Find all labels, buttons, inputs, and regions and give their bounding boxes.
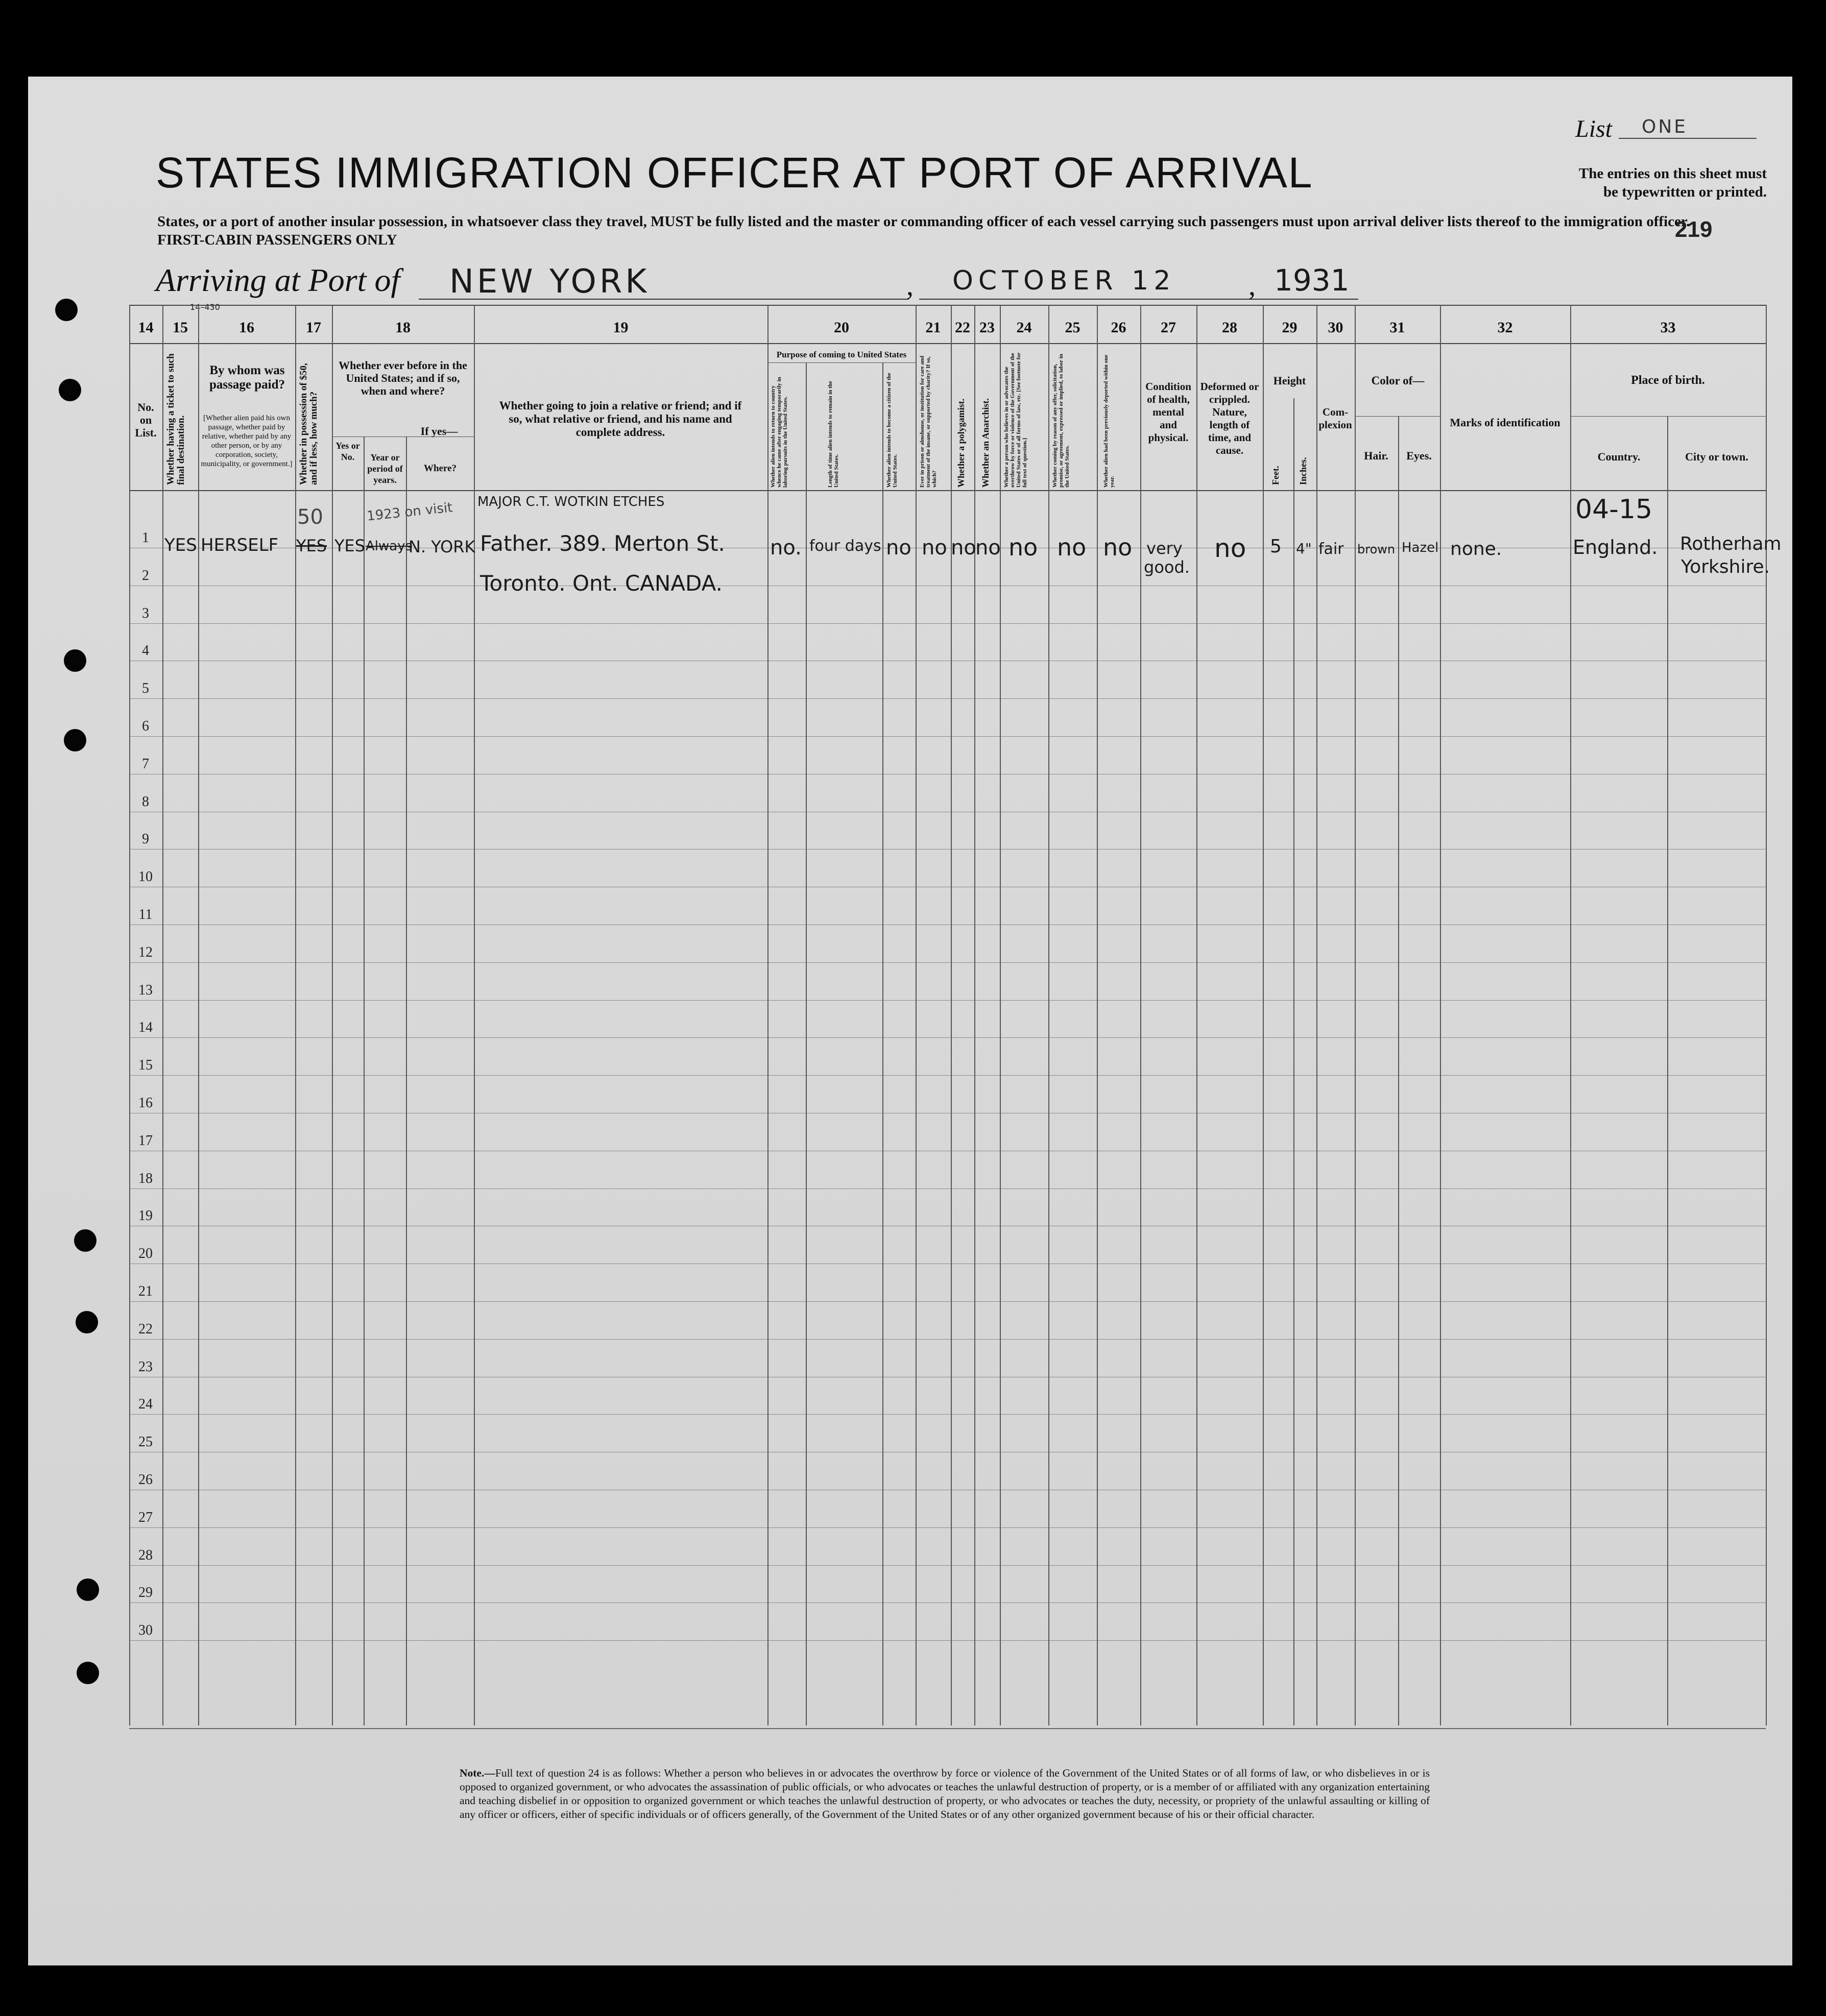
punch-hole (76, 1311, 98, 1333)
header-country: Country. (1597, 450, 1641, 463)
row-rule (129, 1527, 1766, 1528)
header-health: Condition of health, mental and physical. (1145, 380, 1191, 444)
punch-hole (59, 379, 81, 401)
entry-prison: no (922, 536, 947, 560)
header-passage-note: [Whether alien paid his own passage, whether paid by relative, whether paid by any other person, or by any corporation, society, municipality, or government.] (201, 414, 293, 468)
footnote-text: Full text of question 24 is as follows: Whether a person who believes in or advocates the overthrow by force or violence of the Government of the United States or of all forms of law, or who disbelieves in or is opposed to organized government, or who advocates the assassination of public officials, or who advocates or teaches the unlawful destruction of property, or is a member of or affiliated with any organization entertaining and teaching disbelief in or opposition to organized government or which teaches the unlawful destruction of property, or who advocates or teaches the duty, necessity, or propriety of the unlawful assaulting or killing of any officer or officers, either of specific individuals or of officers generally, of the Government of the United States or of any other organized government because of his or their official character. (460, 1767, 1430, 1820)
col-number: 19 (613, 319, 629, 336)
col-rule (1667, 416, 1668, 1726)
entry-health-line1: very (1146, 539, 1183, 558)
col-rule (1355, 305, 1356, 1726)
row-rule (129, 1075, 1766, 1076)
entry-city-line2: Yorkshire. (1681, 556, 1770, 577)
header-city: City or town. (1685, 450, 1748, 463)
table-bottom-rule (129, 1728, 1766, 1729)
header-join-relative: Whether going to join a relative or friend; and if so, what relative or friend, and his name and complete address. (499, 399, 742, 439)
punch-hole (64, 649, 86, 672)
header-purpose: Purpose of coming to United States (776, 350, 907, 359)
col-number: 22 (955, 319, 970, 336)
col-number: 27 (1161, 319, 1176, 336)
year-underline (1266, 299, 1358, 300)
entry-hair: brown (1357, 542, 1396, 556)
header-anarchist: Whether an Anarchist. (980, 398, 991, 488)
row-rule (129, 1640, 1766, 1641)
row-rule (129, 1301, 1766, 1302)
row-number: 29 (138, 1585, 153, 1601)
header-no-on-list: No. on List. (135, 401, 157, 439)
header-purpose-return: Whether alien intends to return to country whence he came after engaging temporarily in laboring pursuits in the United States. (770, 377, 788, 488)
punch-hole (77, 1662, 99, 1684)
header-purpose-citizen: Whether alien intends to become a citizen of the United States. (886, 373, 898, 488)
entry-deformed: no (1214, 533, 1246, 563)
col-number: 15 (173, 319, 188, 336)
row-number: 24 (138, 1396, 153, 1413)
col-number: 26 (1111, 319, 1126, 336)
typewritten-line-2: be typewritten or printed. (1603, 184, 1767, 200)
typewritten-line-1: The entries on this sheet must (1578, 165, 1767, 182)
row-number: 22 (138, 1321, 153, 1337)
col-rule (1570, 305, 1571, 1726)
row-number: 1 (142, 530, 149, 546)
entry-passage-paid: HERSELF (201, 535, 279, 555)
col-number: 29 (1282, 319, 1298, 336)
row-number: 13 (138, 982, 153, 998)
header-inches: Inches. (1298, 457, 1308, 485)
row-number: 17 (138, 1132, 153, 1149)
row-rule (129, 962, 1766, 963)
row-number: 7 (142, 756, 149, 772)
entry-relative-line2: Toronto. Ont. CANADA. (480, 571, 723, 596)
col-rule (916, 305, 917, 1726)
header-marks: Marks of identification (1450, 416, 1560, 429)
entry-money-amount: 50 (297, 505, 323, 529)
entry-length-stay: four days (809, 537, 881, 555)
entry-become-citizen: no (886, 536, 911, 560)
list-value: ONE (1642, 116, 1688, 137)
header-yes-or-no: Yes or No. (335, 441, 360, 462)
col-rule (406, 436, 407, 1726)
entry-q26: no (1103, 533, 1133, 561)
header-sub-rule (767, 362, 916, 363)
col-number: 25 (1065, 319, 1080, 336)
entry-city-line1: Rotherham (1680, 533, 1782, 554)
col-rule (1140, 305, 1141, 1726)
entry-ticket: YES (164, 535, 197, 555)
header-complexion: Com- plexion (1318, 406, 1352, 431)
row-rule (129, 623, 1766, 624)
stamp-code: 14–430 (190, 302, 220, 312)
col-rule (1398, 416, 1399, 1726)
col-rule (1000, 305, 1001, 1726)
header-where: Where? (423, 463, 457, 474)
header-deformed: Deformed or crippled. Nature, length of time, and cause. (1200, 380, 1259, 456)
col-number: 33 (1660, 319, 1676, 336)
col-number: 21 (925, 319, 941, 336)
col-number: 14 (138, 319, 154, 336)
row-number: 2 (142, 567, 149, 584)
col-rule (767, 305, 768, 1726)
row-number: 12 (138, 944, 153, 960)
row-rule (129, 1414, 1766, 1415)
punch-hole (64, 729, 86, 751)
row-rule (129, 736, 1766, 737)
entry-marks: none. (1450, 539, 1502, 560)
list-label: List (1575, 115, 1613, 142)
port-value: NEW YORK (449, 263, 650, 301)
entry-annotation: 04-15 (1575, 494, 1653, 525)
header-sub-rule (1570, 416, 1766, 417)
entry-ever-before: YES (334, 536, 366, 555)
comma: , (1248, 270, 1256, 302)
col-rule (974, 305, 975, 1726)
list-underline (1619, 138, 1757, 139)
col-rule (951, 305, 952, 1726)
row-number: 30 (138, 1622, 153, 1639)
header-top-rule (129, 305, 1766, 306)
col-rule (1263, 305, 1264, 1726)
col-rule (1440, 305, 1441, 1726)
footnote-label: Note.— (460, 1767, 495, 1779)
entry-relative-name: MAJOR C.T. WOTKIN ETCHES (477, 494, 665, 509)
entry-relative-line1: Father. 389. Merton St. (480, 531, 725, 556)
arriving-label: Arriving at Port of (156, 262, 400, 298)
col-rule (474, 305, 475, 1726)
date-value: OCTOBER 12 (952, 265, 1176, 296)
header-passage-paid: By whom was passage paid? (209, 363, 285, 392)
year-value: 1931 (1274, 263, 1350, 298)
date-underline (919, 299, 1266, 300)
row-number: 26 (138, 1472, 153, 1488)
header-color-of: Color of— (1371, 374, 1425, 387)
col-number: 31 (1389, 319, 1405, 336)
row-number: 4 (142, 643, 149, 659)
row-rule (129, 1188, 1766, 1189)
row-rule (129, 698, 1766, 699)
row-number: 3 (142, 605, 149, 621)
entry-feet: 5 (1270, 536, 1282, 557)
statement-text: States, or a port of another insular possession, in whatsoever class they travel, MUST be fully listed and the master or commanding officer of each vessel carrying such passengers must upon arrival deliver lists thereof to the immigration officer. (157, 213, 1690, 230)
row-rule (129, 1602, 1766, 1603)
header-ticket: Whether having a ticket to such final destination. (165, 353, 186, 485)
col-rule (1196, 305, 1197, 1726)
header-place-of-birth: Place of birth. (1631, 374, 1705, 387)
row-number: 19 (138, 1208, 153, 1224)
row-number: 9 (142, 831, 149, 847)
col-rule (295, 305, 296, 1726)
typewritten-instruction (1557, 164, 1767, 201)
col-number: 32 (1497, 319, 1513, 336)
row-number: 15 (138, 1057, 153, 1074)
col-rule (364, 436, 365, 1726)
row-number: 20 (138, 1246, 153, 1262)
col-number: 17 (306, 319, 321, 336)
row-number: 8 (142, 793, 149, 810)
row-rule (129, 1339, 1766, 1340)
entry-health-line2: good. (1144, 557, 1190, 577)
col-number: 23 (979, 319, 995, 336)
col-rule (806, 362, 807, 1726)
col-number: 16 (239, 319, 254, 336)
entry-inches: 4" (1296, 540, 1312, 557)
page-title: STATES IMMIGRATION OFFICER AT PORT OF ARRIVAL (156, 149, 1313, 197)
header-purpose-length: Length of time alien intends to remain in the United States. (827, 381, 839, 488)
header-prison: Ever in prison or almshouse, or institution for care and treatment of the insane, or supported by charity? If so, which? (919, 355, 938, 488)
entry-q24: no (1008, 533, 1038, 561)
header-sub-rule (1355, 416, 1440, 417)
col-rule (332, 305, 333, 1726)
header-if-yes: If yes— (420, 425, 458, 438)
row-number: 21 (138, 1283, 153, 1299)
entry-return-country: no. (770, 536, 802, 560)
col-number: 18 (395, 319, 411, 336)
entry-money: YES (296, 536, 327, 555)
row-number: 11 (138, 907, 153, 922)
comma: , (906, 270, 914, 302)
header-bottom-rule (129, 490, 1766, 491)
row-rule (129, 1000, 1766, 1001)
entry-anarchist: no (975, 536, 1001, 560)
sheet-number: 219 (1675, 217, 1713, 242)
header-ever-before: Whether ever before in the United States; and if so, when and where? (339, 359, 467, 397)
entry-complexion: fair (1318, 540, 1344, 558)
punch-hole (74, 1229, 97, 1252)
row-number: 14 (138, 1019, 153, 1036)
header-eyes: Eyes. (1406, 449, 1432, 462)
row-number: 27 (138, 1509, 153, 1525)
row-number: 10 (138, 869, 153, 885)
row-number: 6 (142, 718, 149, 734)
entry-polygamist: no (951, 536, 976, 560)
row-number: 5 (142, 681, 149, 697)
col-number: 20 (834, 319, 849, 336)
col-number: 24 (1016, 319, 1032, 336)
header-hair: Hair. (1364, 449, 1388, 462)
punch-hole (77, 1578, 99, 1601)
entry-where: N. YORK (409, 537, 475, 556)
col-number: 28 (1222, 319, 1237, 336)
col-rule (1293, 398, 1294, 1726)
passenger-class: FIRST-CABIN PASSENGERS ONLY (157, 232, 397, 248)
header-possession-50: Whether in possession of $50, and if less, how much? (298, 363, 319, 485)
row-number: 18 (138, 1170, 153, 1186)
entry-year-note: 1923 on visit (366, 500, 453, 524)
col-number: 30 (1328, 319, 1343, 336)
row-rule (129, 1037, 1766, 1038)
col-rule (882, 362, 883, 1726)
row-rule (129, 1565, 1766, 1566)
col-rule (198, 305, 199, 1726)
entry-year-period: Always (366, 539, 413, 554)
header-year-period: Year or period of years. (367, 452, 403, 485)
row-number: 28 (138, 1547, 153, 1563)
punch-hole (55, 299, 78, 321)
header-height: Height (1273, 374, 1306, 387)
entry-eyes: Hazel (1402, 540, 1439, 555)
row-number: 25 (138, 1434, 153, 1450)
col-rule (1097, 305, 1098, 1726)
col-rule (1766, 305, 1767, 1726)
header-q25: Whether coming by reason of any offer, solicitation, promise, or agreement, expressed or implied, to labor in the United States. (1052, 354, 1070, 488)
col-rule (1048, 305, 1049, 1726)
row-number: 23 (138, 1358, 153, 1375)
header-q24: Whether a person who believes in or advocates the overthrow by force or violence of the Government of the United States or of all forms of law, etc. [See footnote for full text of question.] (1003, 352, 1028, 488)
row-number: 16 (138, 1095, 153, 1111)
header-num-rule (129, 343, 1766, 344)
col-rule (1316, 305, 1317, 1726)
entry-q25: no (1057, 533, 1087, 561)
header-feet: Feet. (1270, 466, 1281, 485)
header-polygamist: Whether a polygamist. (956, 398, 966, 488)
header-q26: Whether alien had been previously deported within one year. (1103, 354, 1115, 488)
col-rule (162, 305, 163, 1726)
footnote (460, 1766, 1430, 1821)
entry-country: England. (1573, 536, 1658, 558)
